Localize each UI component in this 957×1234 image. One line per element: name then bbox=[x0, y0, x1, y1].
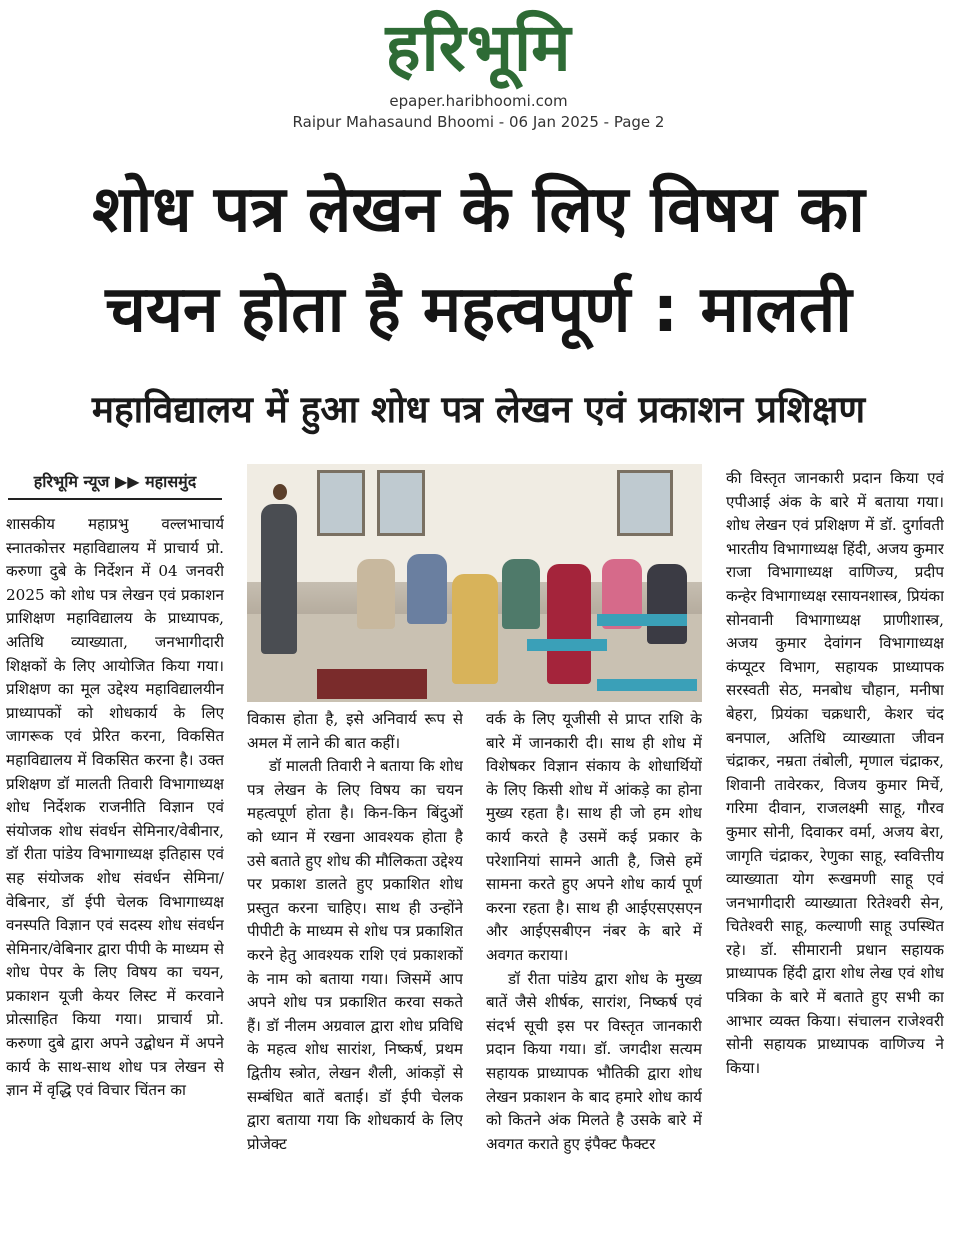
article-column-3 bbox=[486, 708, 702, 1223]
newspaper-logo: हरिभूमि bbox=[385, 9, 572, 86]
headline-line-1: शोध पत्र लेखन के लिए विषय का bbox=[92, 173, 865, 247]
article-paragraph: डॉ मालती तिवारी ने बताया कि शोध पत्र लेखन के लिए विषय का चयन महत्वपूर्ण होता है। किन-किन बिंदुओं को ध्यान में रखना आवश्यक होता है उसे बताते हुए शोध की मौलिकता उद्देश्य पर प्रकाश डालते हुए प्रकाशित शोध प्रस्तुत करना चाहिए। साथ ही उन्होंने पीपीटी के माध्यम से शोध पत्र प्रकाशित करने हेतु आवश्यक राशि एवं प्रकाशकों के नाम को बताया गया। जिसमें आप अपने शोध पत्र प्रकाशित करवा सकते हैं। डॉ नीलम अग्रवाल द्वारा शोध प्रविधि के महत्व शोध सारांश, निष्कर्ष, प्रथम द्वितीय स्त्रोत, लेखन शैली, आंकड़ों से सम्बंधित बातें बताई। डॉ ईपी चेलक द्वारा बताया गया कि शोधकार्य के लिए प्रोजेक्ट bbox=[247, 757, 463, 1153]
headline-line-2: चयन होता है महत्वपूर्ण : मालती bbox=[105, 273, 852, 347]
article-paragraph: शासकीय महाप्रभु वल्लभाचार्य स्नातकोत्तर महाविद्यालय में प्राचार्य प्रो. करुणा दुबे के निर्देशन में 04 जनवरी 2025 को शोध पत्र लेखन एवं प्रकाशन प्राशिक्षण महाविद्यालय के प्राध्यापक, अतिथि व्याख्याता, जनभागीदारी शिक्षकों के लिए आयोजित किया गया। प्रशिक्षण का मूल उद्देश्य महाविद्यालयीन प्राध्यापकों को शोधकार्य के लिए जागरूक एवं प्रेरित करना, विकसित महाविद्यालय में विकसित करना है। उक्त प्रशिक्षण डॉ मालती तिवारी विभागाध्यक्ष शोध निर्देशक राजनीति विज्ञान एवं संयोजक शोध संवर्धन सेमिनार/वेबीनार, डॉ रीता पांडेय विभागाध्यक्ष इतिहास एवं सह संयोजक शोध संवर्धन सेमिना/ वेबिनार, डॉ ईपी चेलक विभागाध्यक्ष वनस्पति विज्ञान एवं सदस्य शोध संवर्धन सेमिनार/वेबिनार द्वारा पीपी के माध्यम से शोध पेपर के लिए विषय का चयन, प्रकाशन यूजी केयर लिस्ट में करवाने प्रोत्साहित किया गया। प्राचार्य प्रो. करुणा दुबे द्वारा अपने उद्बोधन में अपने कार्य के साथ-साथ शोध पत्र लेखन से ज्ञान में वृद्धि एवं विचार चिंतन का bbox=[6, 515, 224, 1100]
article-column-2 bbox=[247, 708, 463, 1223]
event-photo bbox=[247, 464, 702, 702]
byline: हरिभूमि न्यूज ▶▶ महासमुंद bbox=[8, 470, 222, 500]
article-paragraph: डॉ रीता पांडेय द्वारा शोध के मुख्य बातें जैसे शीर्षक, सारांश, निष्कर्ष एवं संदर्भ सूची इस पर विस्तृत जानकारी प्रदान किया गया। डॉ. जगदीश सत्यम सहायक प्राध्यापक भौतिकी द्वारा शोध लेखन प्रकाशन के बाद हमारे शोध कार्य को कितने अंक मिलते है उसके बारे में अवगत कराते हुए इंपैक्ट फैक्टर bbox=[486, 969, 702, 1153]
article-paragraph: वर्क के लिए यूजीसी से प्राप्त राशि के बारे में जानकारी दी। साथ ही शोध में विशेषकर विज्ञान संकाय के शोधार्थियों के लिए किसी शोध में आंकड़े का होना मुख्य रहता है। साथ ही जो हम शोध कार्य करते है उसमें कई प्रकार के परेशानियां सामने आती है, जिसे हमें सामना करते हुए अपने शोध कार्य पूर्ण करना रहता है। साथ ही आईएसएसएन और आईएसबीएन नंबर के बारे में अवगत कराया। bbox=[486, 710, 702, 964]
edition-info: Raipur Mahasaund Bhoomi - 06 Jan 2025 - Page 2 bbox=[292, 113, 665, 131]
site-url[interactable]: epaper.haribhoomi.com bbox=[389, 92, 568, 110]
article-column-4 bbox=[726, 467, 944, 1223]
article-paragraph: विकास होता है, इसे अनिवार्य रूप से अमल में लाने की बात कहीं। bbox=[247, 710, 463, 752]
article-paragraph: की विस्तृत जानकारी प्रदान किया एवं एपीआई अंक के बारे में बताया गया। शोध लेखन एवं प्रशिक्षण में डॉ. दुर्गावती भारतीय विभागाध्यक्ष हिंदी, अजय कुमार राजा विभागाध्यक्ष वाणिज्य, प्रदीप कन्हेर विभागाध्यक्ष रसायनशास्त्र, प्रियंका सोनवानी विभागाध्यक्ष प्राणीशास्त्र, अजय कुमार देवांगन विभागाध्यक्ष कंप्यूटर विभाग, सहायक प्राध्यापक सरस्वती सेठ, मनबोध चौहान, मनीषा बेहरा, प्रियंका चक्रधारी, केशर चंद बनपाल, अतिथि व्याख्याता जीवन चंद्राकर, नम्रता तंबोली, मृणाल चंद्राकर, शिवानी तावेरकर, विजय कुमार मिर्चे, गरिमा दीवान, राजलक्ष्मी साहू, गौरव कुमार सोनी, दिवाकर वर्मा, अजय बेरा, जागृति चंद्राकर, रेणुका साहू, स्ववित्तीय व्याख्याता योग रूखमणी साहू एवं जनभागीदारी व्याख्याता रितेश्वरी सेन, चितेश्वरी साहू, कल्याणी साहू उपस्थित रहे। डॉ. सीमारानी प्रधान सहायक प्राध्यापक हिंदी द्वारा शोध लेख एवं शोध पत्रिका के बारे में बताते हुए सभी का आभार व्यक्त किया। संचालन राजेश्वरी सोनी सहायक प्राध्यापक वाणिज्य ने किया। bbox=[726, 469, 944, 1077]
subheadline: महाविद्यालय में हुआ शोध पत्र लेखन एवं प्रकाशन प्रशिक्षण bbox=[91, 388, 866, 431]
article-column-1 bbox=[6, 513, 224, 1223]
